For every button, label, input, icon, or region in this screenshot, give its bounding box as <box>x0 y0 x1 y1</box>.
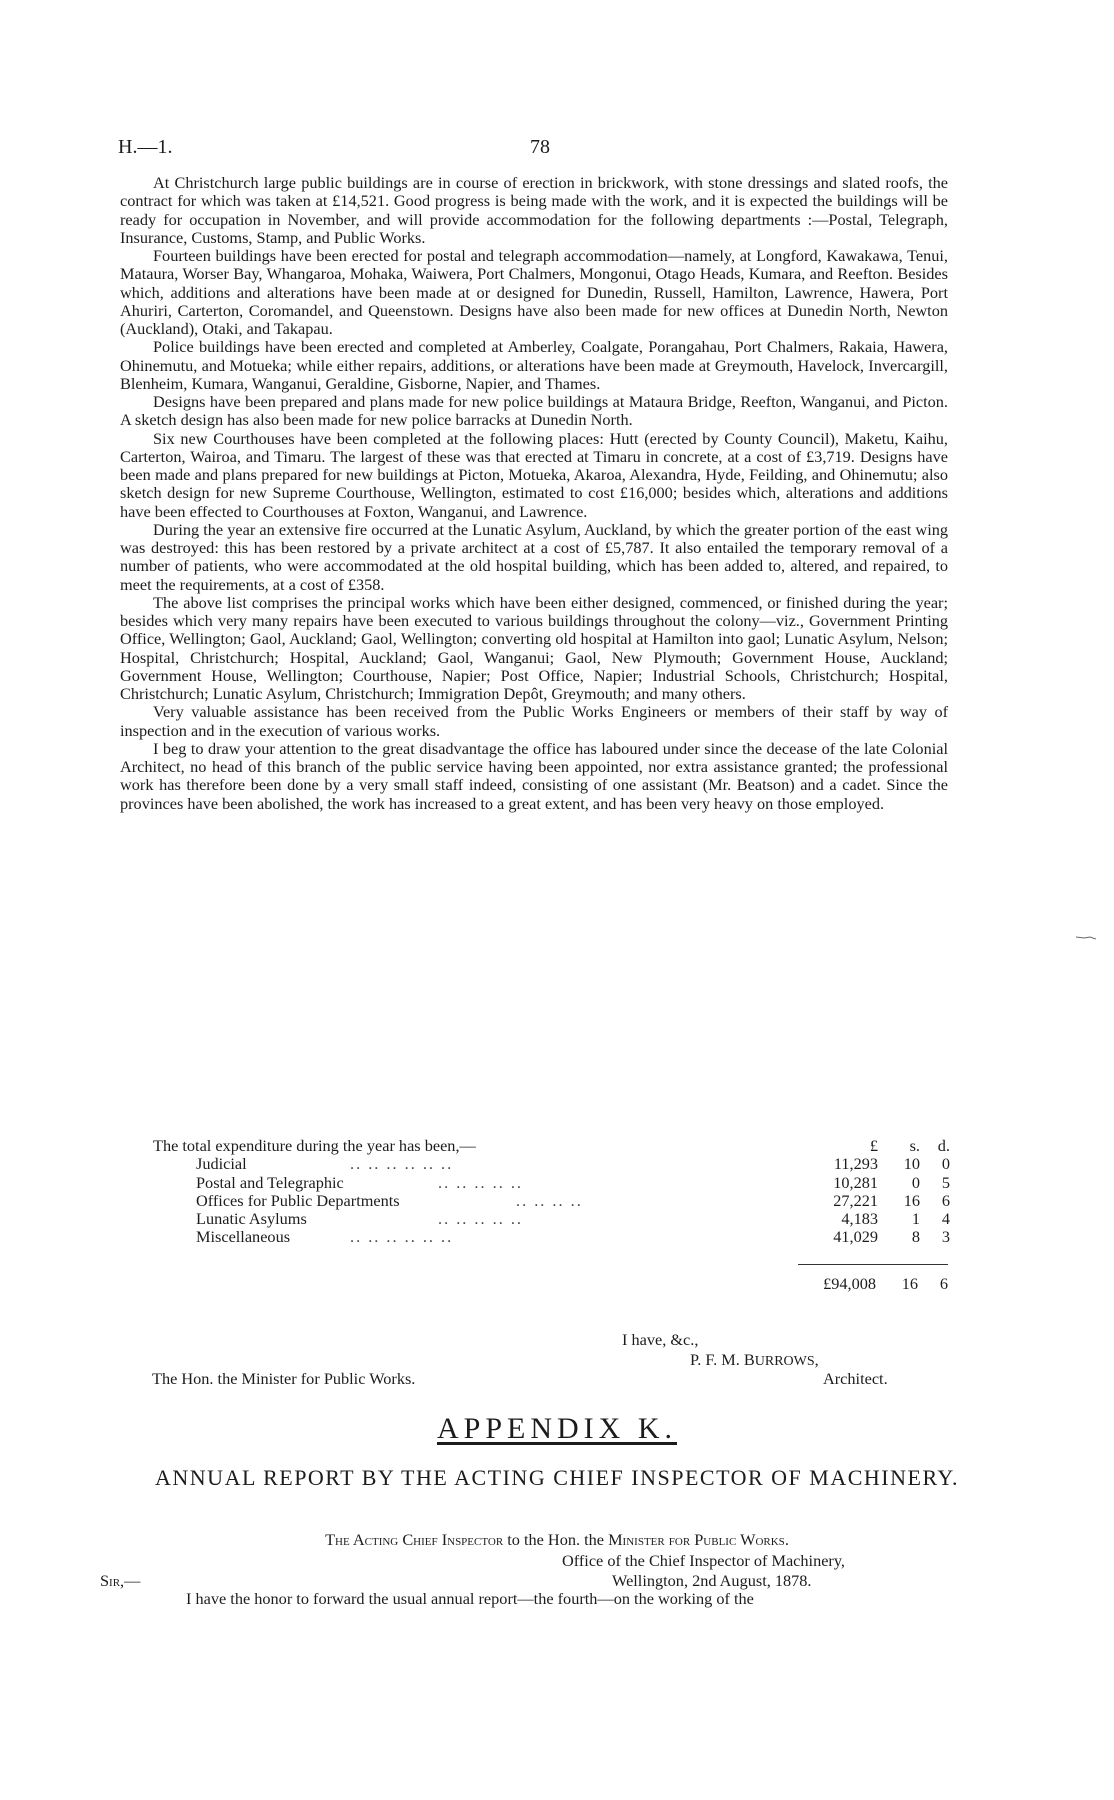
from-to-period: . <box>784 1530 789 1549</box>
amount-shillings: 8 <box>911 1227 920 1247</box>
amount-pounds: 11,293 <box>833 1154 878 1174</box>
expenditure-header-row <box>120 1137 950 1155</box>
report-title: ANNUAL REPORT BY THE ACTING CHIEF INSPECTOR OF MACHINERY. <box>155 1465 959 1490</box>
paragraph-christchurch-buildings: At Christchurch large public buildings are in course of erection in brickwork, with stone dressings and slated roofs, the contract for which was taken at £14,521. Good progress is being made with the work, and it is expected the buildings will be ready for occupation in November, and will provide accommodation for the following departments :—Postal, Telegraph, Insurance, Customs, Stamp, and Public Works. <box>120 173 948 247</box>
table-row <box>120 1210 950 1228</box>
margin-mark <box>1076 936 1096 940</box>
table-row <box>120 1228 950 1246</box>
expenditure-item-label: Lunatic Asylums <box>196 1209 307 1228</box>
amount-pounds: 10,281 <box>833 1172 878 1192</box>
page-number: 78 <box>530 136 550 158</box>
signatory-comma: , <box>814 1350 819 1369</box>
amount-pence: 0 <box>941 1154 950 1174</box>
table-row <box>120 1174 950 1192</box>
closing-phrase: I have, &c., <box>622 1330 699 1349</box>
leader-dots: .. .. .. .. <box>516 1190 583 1210</box>
amount-pounds: 41,029 <box>833 1227 878 1247</box>
expenditure-intro: The total expenditure during the year has been,— <box>153 1136 476 1155</box>
signatory <box>690 1350 819 1370</box>
paragraph-asylum-fire: During the year an extensive fire occurred at the Lunatic Asylum, Auckland, by which the greater portion of the east wing was destroyed: this has been restored by a private architect at a cost of £5,787. It also entailed the temporary removal of a number of patients, who were accommodated at the old hospital building, which has been added to, altered, and repaired, to meet the requirements, at a cost of £358. <box>120 519 948 594</box>
from-party: The Acting Chief Inspector <box>325 1530 504 1549</box>
leader-dots: .. .. .. .. .. .. <box>350 1227 454 1247</box>
paragraph-postal-telegraph: Fourteen buildings have been erected for postal and telegraph accommodation—namely, at Longford, Kawakawa, Tenui, Mataura, Worser Bay, Whangaroa, Mohaka, Waiwera, Port Chalmers, Mongonui, Otago Heads, Kumara, and Reefton. Besides which, additions and alterations have been made at or designed for Dunedin, Russell, Hamilton, Lawrence, Hawera, Port Ahuriri, Carterton, Coromandel, and Queenstown. Designs have also been made for new offices at Dunedin North, Newton (Auckland), Otaki, and Takapau. <box>120 246 948 338</box>
leader-dots: .. .. .. .. .. .. <box>350 1154 454 1174</box>
document-reference: H.—1. <box>118 136 173 158</box>
to-party: Minister for Public Works <box>608 1530 785 1549</box>
paragraph-works-list: The above list comprises the principal works which have been either designed, commenced, or finished during the year; besides which very many repairs have been executed to various buildings throughout the colony—viz., Government Printing Office, Wellington; Gaol, Auckland; Gaol, Wellington; converting old hospital at Hamilton into gaol; Lunatic Asylum, Nelson; Hospital, Christchurch; Hospital, Auckland; Gaol, Wanganui; Gaol, New Plymouth; Government House, Auckland; Government House, Wellington; Courthouse, Napier; Post Office, Napier; Industrial Schools, Christchurch; Hospital, Christchurch; Lunatic Asylum, Christchurch; Immigration Depôt, Greymouth; and many others. <box>120 592 948 703</box>
addressee: The Hon. the Minister for Public Works. <box>152 1369 416 1388</box>
total-pence: 6 <box>939 1274 948 1293</box>
signatory-role: Architect. <box>823 1369 888 1388</box>
salutation-text: Sir,— <box>100 1571 141 1590</box>
expenditure-item-label: Postal and Telegraphic <box>196 1172 344 1192</box>
from-to-line <box>0 1530 1114 1550</box>
paragraph-assistance: Very valuable assistance has been received from the Public Works Engineers or members of their staff by way of inspection and in the execution of various works. <box>120 702 948 740</box>
amount-pence: 4 <box>941 1209 950 1228</box>
amount-pounds: 4,183 <box>841 1209 878 1228</box>
total-shillings: 16 <box>901 1274 918 1293</box>
total-pounds: £94,008 <box>823 1274 876 1293</box>
paragraph-disadvantage: I beg to draw your attention to the great disadvantage the office has laboured under since the decease of the late Colonial Architect, no head of this branch of the public service having been appointed, nor extra assistance granted; the professional work has therefore been done by a very small staff indeed, consisting of one assistant (Mr. Beatson) and a cadet. Since the provinces have been abolished, the work has increased to a great extent, and has been very heavy on those employed. <box>120 738 948 813</box>
amount-pounds: 27,221 <box>833 1190 878 1210</box>
expenditure-total <box>798 1274 948 1294</box>
from-to-connector: to the Hon. the <box>503 1530 609 1549</box>
expenditure-item-label: Offices for Public Departments <box>196 1190 400 1210</box>
amount-shillings: 1 <box>911 1209 920 1228</box>
appendix-title: APPENDIX K. <box>436 1412 677 1445</box>
total-rule <box>798 1264 948 1265</box>
leader-dots: .. .. .. .. .. <box>438 1209 523 1228</box>
place-date: Wellington, 2nd August, 1878. <box>612 1571 812 1590</box>
report-opening: I have the honor to forward the usual annual report—the fourth—on the working of the <box>186 1589 754 1608</box>
amount-shillings: 16 <box>903 1190 920 1210</box>
amount-pence: 3 <box>941 1227 950 1247</box>
pence-header: d. <box>937 1136 950 1155</box>
page-header <box>118 136 948 160</box>
amount-shillings: 10 <box>903 1154 920 1174</box>
amount-shillings: 0 <box>911 1172 920 1192</box>
office-address: Office of the Chief Inspector of Machinery, <box>562 1551 846 1570</box>
amount-pence: 6 <box>941 1190 950 1210</box>
table-row <box>120 1155 950 1173</box>
expenditure-table <box>120 1137 950 1247</box>
table-row <box>120 1192 950 1210</box>
signatory-name-prefix: P. F. M. B <box>690 1350 755 1369</box>
signatory-name-rest: URROWS <box>754 1354 815 1369</box>
paragraph-police-buildings: Police buildings have been erected and completed at Amberley, Coalgate, Porangahau, Port Chalmers, Rakaia, Hawera, Ohinemutu, and Motueka; while either repairs, additions, or alterations have been made at Greymouth, Havelock, Invercargill, Blenheim, Kumara, Wanganui, Geraldine, Gisborne, Napier, and Thames. <box>120 337 948 393</box>
leader-dots: .. .. .. .. .. <box>438 1172 523 1192</box>
paragraph-police-designs: Designs have been prepared and plans made for new police buildings at Mataura Bridge, Reefton, Wanganui, and Picton. A sketch design has also been made for new police barracks at Dunedin North. <box>120 392 948 430</box>
paragraph-courthouses: Six new Courthouses have been completed at the following places: Hutt (erected by County Council), Maketu, Kaihu, Carterton, Wairoa, and Timaru. The largest of these was that erected at Timaru in concrete, at a cost of £3,719. Designs have been made and plans prepared for new buildings at Picton, Motueka, Akaroa, Alexandra, Hyde, Feilding, and Ohinemutu; also sketch design for new Supreme Courthouse, Wellington, estimated to cost £16,000; besides which, alterations and additions have been effected to Courthouses at Foxton, Wanganui, and Lawrence. <box>120 428 948 521</box>
salutation <box>100 1571 140 1591</box>
report-body <box>120 174 948 813</box>
pounds-header: £ <box>869 1136 878 1155</box>
expenditure-item-label: Judicial <box>196 1154 247 1174</box>
shillings-header: s. <box>909 1136 920 1155</box>
amount-pence: 5 <box>941 1172 950 1192</box>
expenditure-item-label: Miscellaneous <box>196 1227 291 1247</box>
